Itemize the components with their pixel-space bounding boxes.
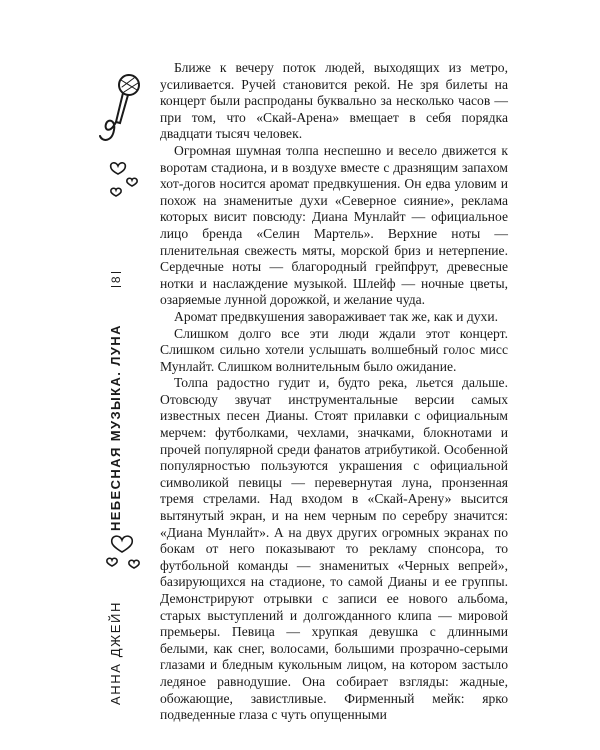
microphone-icon (96, 72, 148, 152)
paragraph: Слишком долго все эти люди ждали этот концерт. Слишком сильно хотели услышать волшебный голос мисс Мунлайт. Слишком волнительным было ожидание. (160, 325, 508, 374)
page-number: 8 (108, 276, 123, 284)
book-title: НЕБЕСНАЯ МУЗЫКА. ЛУНА (108, 324, 123, 532)
paragraph: Огромная шумная толпа неспешно и весело движется к воротам стадиона, и в воздухе вместе с дразнящим запахом хот-догов носится аромат предвкушения. Он едва уловим и похож на знаменитые духи «Северное сияние», реклама которых висит повсюду: Диана Мунлайт — официальное лицо бренда «Селин Мартель». Верхние ноты — пленительная свежесть мяты, морской бриз и нетерпение. Сердечные ноты — благородный грейпфрут, древесные нотки и наслаждение музыкой. Шлейф — ночные цветы, озаряемые лунной дорожкой, и желание чуда. (160, 142, 508, 308)
paragraph: Толпа радостно гудит и, будто река, льется дальше. Отовсюду звучат инструментальные версии самых известных песен Дианы. Стоят прилавки с официальным мерчем: футболками, чехлами, значками, блокнотами и прочей популярной среди фанатов атрибутикой. Особенной популярностью пользуются украшения с официальной символикой певицы — перевернутая луна, пронзенная тремя стрелами. Над входом в «Скай-Арену» высится вытянутый экран, и на нем черным по серебру значится: «Диана Мунлайт». А на двух других огромных экранах по бокам от него показывают то рекламу спонсора, то футбольной команды — знаменитых «Черных вепрей», базирующихся на стадионе, то самой Дианы и ее группы. Демонстрируют отрывки с записи ее нового альбома, старых выступлений и долгожданного клипа — мировой премьеры. Певица — хрупкая девушка с длинными белыми, как снег, волосами, большими прозрачно-серыми глазами и бледным кукольным лицом, на котором застыло ледяное равнодушие. Она собирает взгляды: жадные, обожающие, завистливые. Фирменный мейк: ярко подведенные глаза с чуть опущенными (160, 375, 508, 723)
hearts-decoration-icon (104, 156, 144, 202)
body-text (160, 60, 508, 724)
paragraph: Аромат предвкушения завораживает так же, как и духи. (174, 308, 498, 324)
paragraph: Ближе к вечеру поток людей, выходящих из метро, усиливается. Ручей становится рекой. Не зря билеты на концерт были распроданы буквально за несколько часов — при том, что «Скай-Арена» вмещает в себя порядка двадцати тысяч человек. (160, 60, 508, 142)
author-name: АННА ДЖЕЙН (108, 601, 123, 705)
running-head (108, 269, 123, 705)
